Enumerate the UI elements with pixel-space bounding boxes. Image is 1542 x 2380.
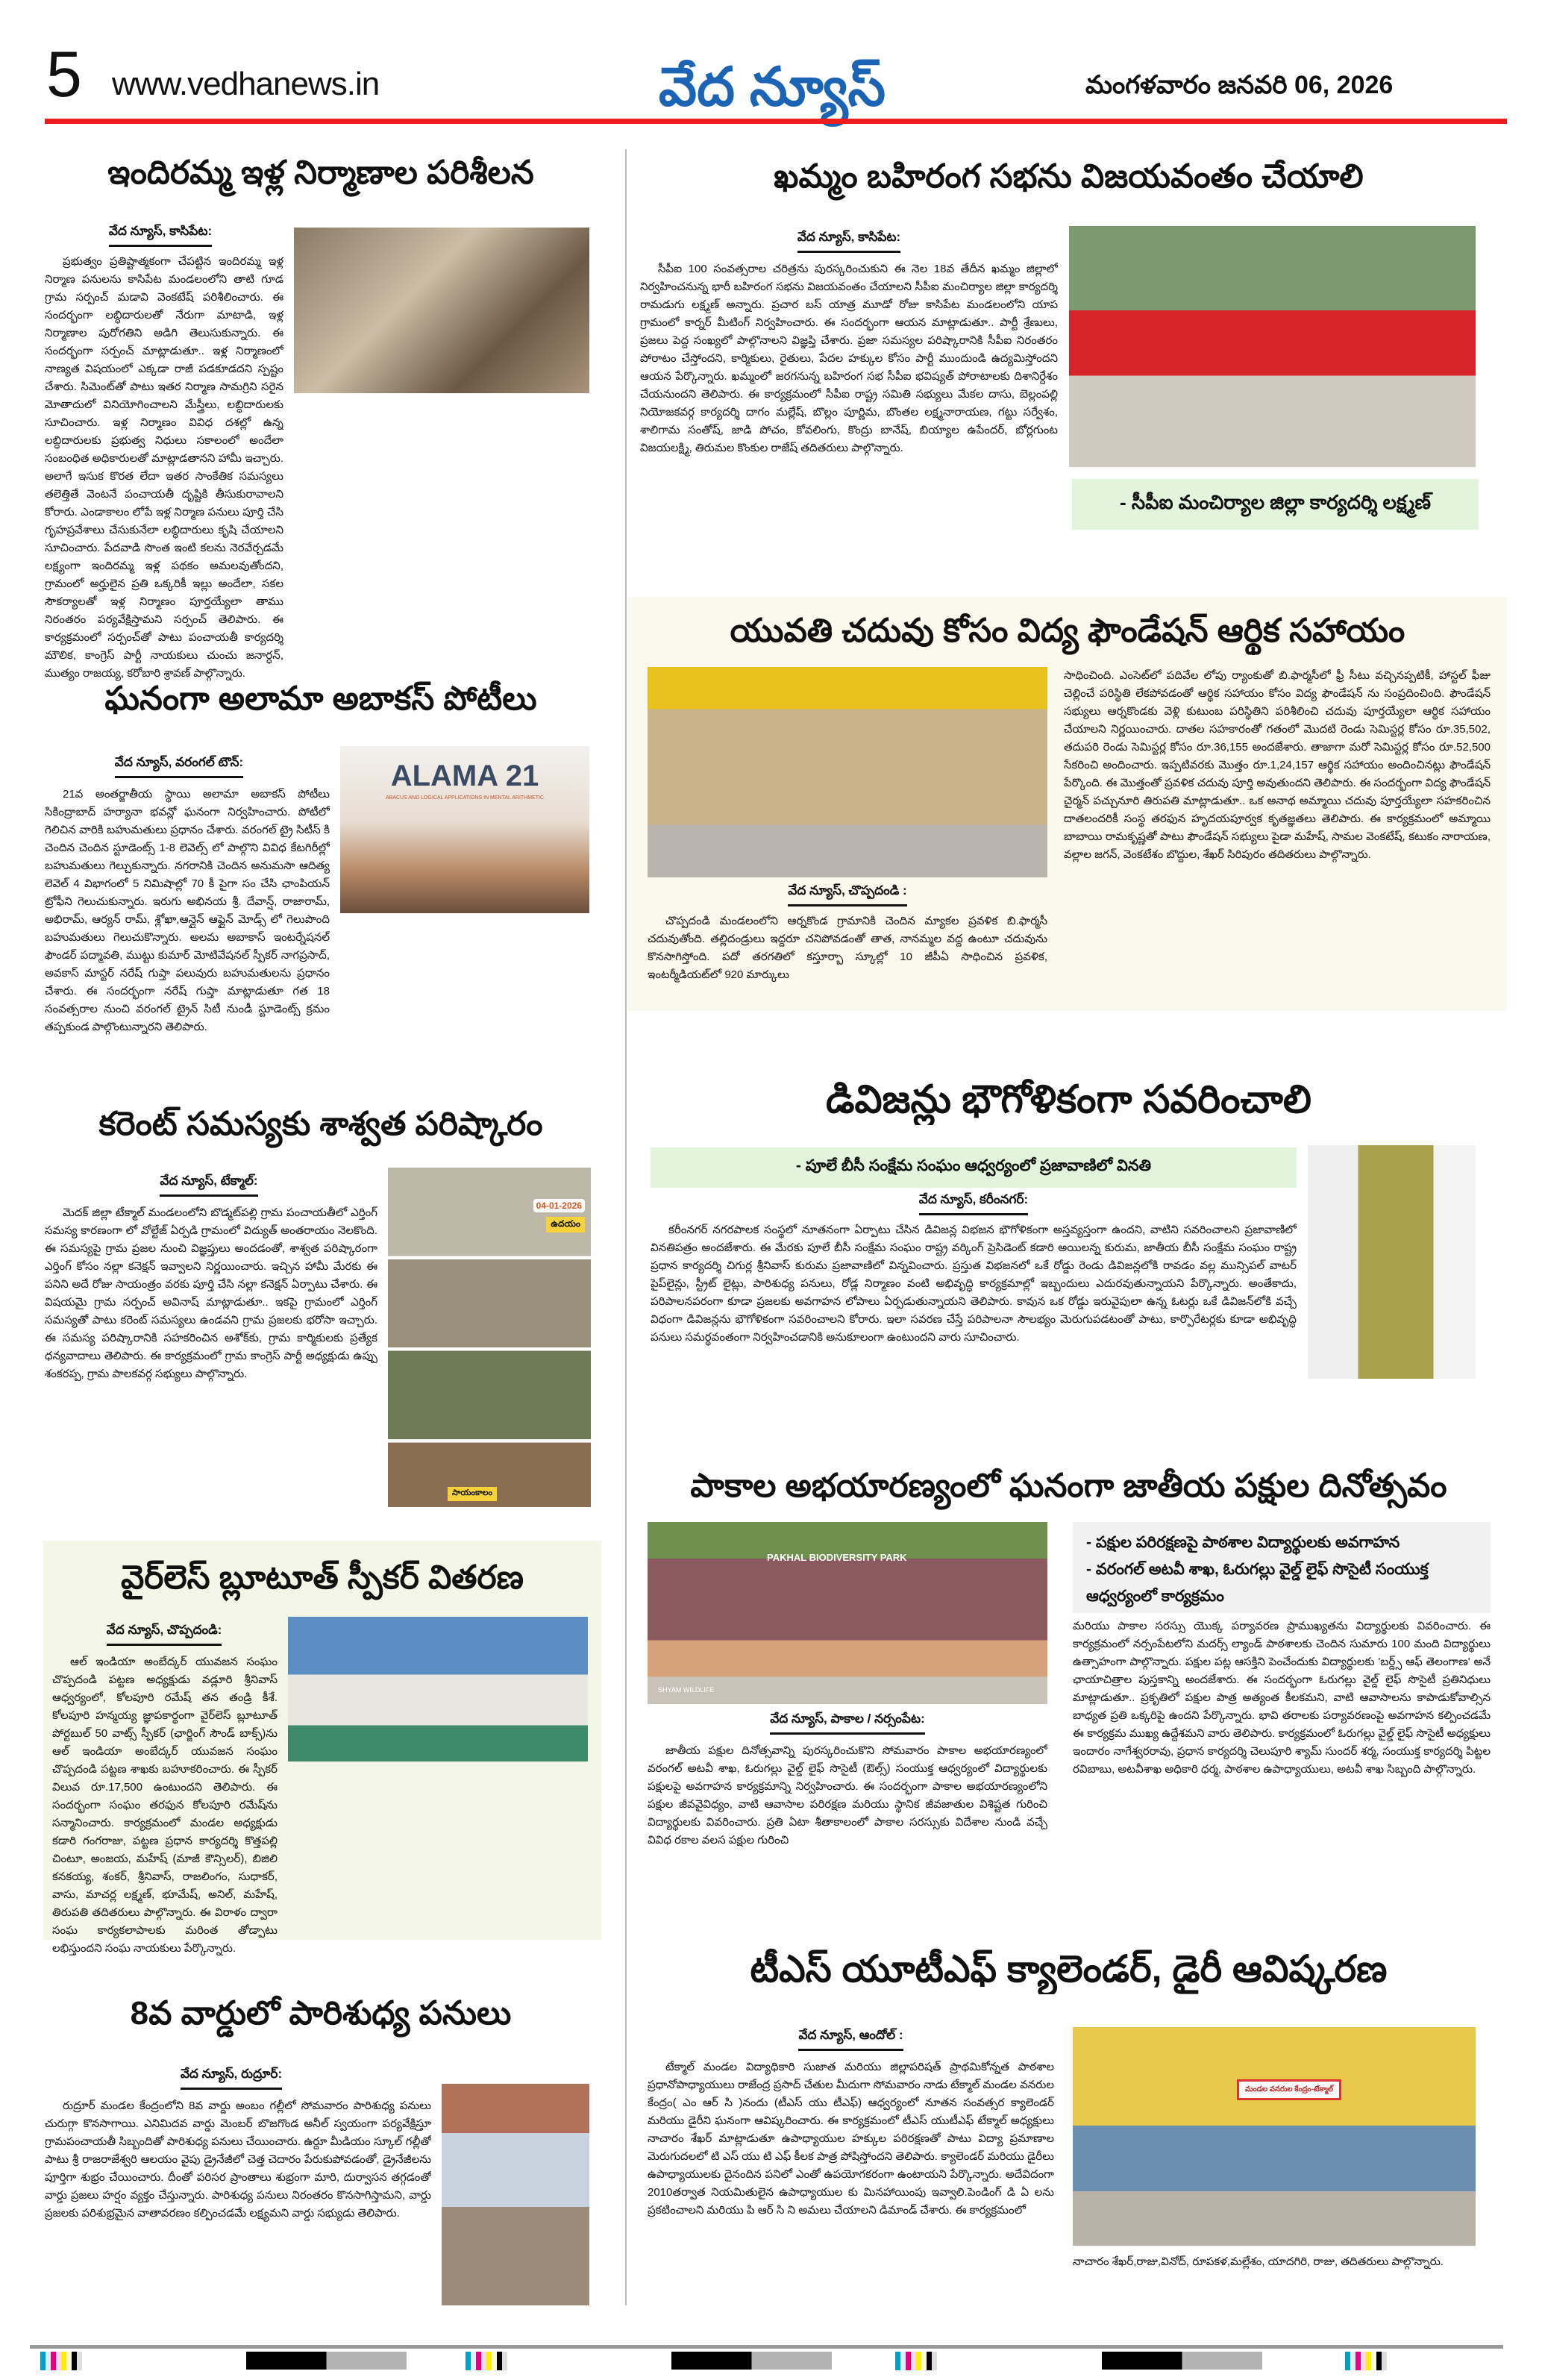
headline-tsutf: టీఎస్ యూటీఎఫ్ క్యాలెండర్, డైరీ ఆవిష్కరణ — [750, 1948, 1388, 1990]
article-body-left: టేక్మాల్ మండల విద్యాధికారి సుజాత మరియు జిల్లాపరిషత్ ప్రాథమికోన్నత పాఠశాల ప్రధానోపాధ్యాయులు రాజేంద్ర ప్రసాద్ చేతుల మీదుగా సోమవారం నాడు టేక్మాల్ మండల వనరుల కేంద్రం( ఎం ఆర్ సి )నందు (టీఎస్ యు టీఎఫ్) ఆధ్వర్యంలో నూతన సంవత్సర క్యాలెండర్ మరియు డైరీని ఘనంగా ఆవిష్కరించారు. ఈ కార్యక్రమంలో టీఎస్ యుటీఎఫ్ టేక్మాల్ అధ్యక్షులు నాచారం శేఖర్ మాట్లాడుతూ ఉపాధ్యాయుల హక్కుల పరిరక్షణతో పాటు విద్యా ప్రమాణాల మెరుగుదలలో టి ఎస్ యు టి ఎఫ్ కీలక పాత్ర పోషిస్తోందని తెలిపారు. క్యాలెండర్ మరియు డైరీలు ఉపాధ్యాయులకు దైనందిన పనిలో ఎంతో ఉపయోగకరంగా ఉంటాయని పేర్కొన్నారు. అదేవిదంగా 2010తర్వాత నియమితులైన ఉపాధ్యాయుల కు మినహాయింపు ఇవ్వాలి.పెండింగ్ డి ఏ లను ప్రకటించాలని మరియు పి ఆర్ సి ని అమలు చేయాలని డిమాండ్ చేశారు. ఈ కార్యక్రమంలో — [648, 2061, 1054, 2217]
article-ward — [45, 2059, 589, 2311]
article-pakala-left — [648, 1522, 1047, 1850]
article-body: సీపీఐ 100 సంవత్సరాల చరిత్రను పురస్కరించుకుని ఈ నెల 18వ తేదీన ఖమ్మం జిల్లాలో నిర్వహించనున్న భారీ బహిరంగ సభను విజయవంతం చేయాలని సీపీఐ మంచిర్యాల జిల్లా కార్యదర్శి రామడుగు లక్ష్మణ్ అన్నారు. ప్రచార బస్ యాత్ర మూడో రోజు కాసిపేట మండలంలోని యాప గ్రామంలో కార్నర్ మీటింగ్ నిర్వహించారు. ఈ సందర్భంగా ఆయన మాట్లాడుతూ.. పార్టీ శ్రేణులు, ప్రజలు పెద్ద సంఖ్యలో పాల్గొనాలని విజ్ఞప్తి చేశారు. ప్రజా సమస్యల పరిష్కారానికి సీపీఐ నిరంతరం పోరాటం చేస్తోందని, కార్మికులు, రైతులు, పేదల హక్కుల కోసం పార్టీ ముందుండి ఉద్యమిస్తోందని ఆయన పేర్కొన్నారు. ఖమ్మంలో జరగనున్న బహిరంగ సభ సీపీఐ భవిష్యత్ పోరాటాలకు దిశానిర్దేశం చేయనుందని తెలిపారు. ఈ కార్యక్రమంలో సీపీఐ రాష్ట్ర సమితి సభ్యులు మేకల దాసు, బెల్లంపల్లి నియోజకవర్గ కార్యదర్శి దాగం మల్లేష్, బొల్లం పూర్ణిమ, బొంతల లక్ష్మనారాయణ, గట్టు సర్వేశం, శాలిగామ సంతోష్, జాడి పోచం, కోవలింగు, కొంద్రు బానేష్, బియ్యాల ఉపేందర్, బోర్లగుంట విజయలక్ష్మి, తిరుమల కొంకుల రాజేష్ తదితరులు పాల్గొన్నారు. — [640, 263, 1058, 454]
article-current — [45, 1168, 591, 1513]
article-youth — [628, 597, 1507, 1011]
photo-financial-aid — [648, 667, 1047, 877]
photo-arch-text: PAKHAL BIODIVERSITY PARK — [767, 1552, 907, 1563]
article-body: కరీంనగర్ నగరపాలక సంస్థలో నూతనంగా ఏర్పాటు చేసిన డివిజన్ల విభజన భౌగోళికంగా అస్తవ్యస్తంగా ఉందని, వాటిని సవరించాలని ప్రజావాణిలో వినతిపత్రం అందజేశారు. ఈ మేరకు పూలే బీసీ సంక్షేమ సంఘం రాష్ట్ర వర్కింగ్ ప్రెసిడెంట్ కడారి అయిలన్న కురుమ, జాతీయ బీసీ సంక్షేమ సంఘం రాష్ట్ర ప్రధాన కార్యదర్శి చిగుర్ల శ్రీనివాస్ కురుమ ప్రజావాణిలో విన్నవించారు. ప్రస్తుత విభజనలో ఒకే రోడ్డు రెండు డివిజన్లలోకి రావడం వల్ల మున్సిపల్ వాటర్ పైప్‌లైన్లు, స్ట్రీట్ లైట్లు, పారిశుధ్య పనులు, రోడ్ల నిర్మాణం వంటి అభివృద్ధి కార్యక్రమాల్లో ఇబ్బందులు ఎదురవుతున్నాయని పేర్కొన్నారు. అంతేకాదు, పరిపాలనపరంగా కూడా ప్రజలకు అవగాహన లోపాలు ఏర్పడుతున్నాయని తెలిపారు. కావున ఒక రోడ్డు ఇరువైపులా ఉన్న ఓటర్లు ఒకే డివిజన్‌లోకి వచ్చే విధంగా డివిజన్లను భౌగోళికంగా సవరించాలని కోరారు. ఇలా సవరణ చేస్తే పరిపాలనా సౌలభ్యం మెరుగుపడటంతో పాటు, కార్పొరేటర్లకు కూడా అభివృద్ధి పనులు సమర్థవంతంగా నిర్వహించడానికి అనుకూలంగా ఉంటుందని వారు సూచించారు. — [651, 1224, 1297, 1344]
gray-registration-block — [1102, 2352, 1262, 2370]
column-divider — [625, 149, 627, 2305]
photo-evening-label: సాయంకాలం — [448, 1487, 497, 1501]
byline: వేద న్యూస్, చొప్పదండి : — [648, 883, 1047, 906]
photo-morning-label: ఉదయం — [546, 1217, 585, 1233]
byline: వేద న్యూస్, కరీంనగర్: — [651, 1192, 1297, 1215]
article-body-left: చొప్పదండి మండలంలోని ఆర్నకొండ గ్రామానికి చెందిన మ్యాకల ప్రవళిక బి.ఫార్మసీ చదువుతోంది. తల్లిదండ్రులు ఇద్దరూ చనిపోవడంతో తాత, నానమ్మల వద్ద ఉంటూ చదువును కొనసాగిస్తోంది. పదో తరగతిలో కస్తూర్బా స్కూల్లో 10 జీపీఏ సాధించిన ప్రవళిక, ఇంటర్మీడియట్‌లో 920 మార్కులు — [648, 915, 1047, 981]
bullet-item: - వరంగల్ అటవీ శాఖ, ఓరుగల్లు వైల్డ్ లైఫ్ సొసైటీ సంయుక్త ఆధ్వర్యంలో కార్యక్రమం — [1086, 1561, 1429, 1605]
article-body: ఆల్ ఇండియా అంబేద్కర్ యువజన సంఘం చొప్పదండి పట్టణ అధ్యక్షుడు వడ్లూరి శ్రీనివాస్ ఆధ్వర్యంలో, కోలపూరి రమేష్ తన తండ్రి కీశే. కోలపూరి హన్మయ్య జ్ఞాపకార్థంగా వైర్‌లెస్ బ్లూటూత్ పోర్టబుల్ 50 వాట్స్ స్పీకర్ (ఛార్జింగ్ సౌండ్ బాక్స్)ను ఆల్ ఇండియా అంబేద్కర్ యువజన సంఘం చొప్పదండి పట్టణ శాఖకు బహూకరించారు. ఈ స్పీకర్ విలువ రూ.17,500 ఉంటుందని తెలిపారు. ఈ సందర్భంగా సంఘం తరఫున కోలపూరి రమేష్‌ను సన్మానించారు. కార్యక్రమంలో మండల అధ్యక్షుడు కడారి గంగరాజు, పట్టణ ప్రధాన కార్యదర్శి కొత్తపల్లి చింటూ, అంజయ, మహేష్ (మాజీ కౌన్సిలర్), బిజిలి కనకయ్య, శంకర్, శ్రీనివాస్, రాజలింగం, సుధాకర్, వాసు, మాచర్ల లక్ష్మణ్, భూమేష్, అనిల్, మహేష్, తిరుపతి తదితరులు పాల్గొన్నారు. ఈ విరాళం ద్వారా సంఘ కార్యకలాపాలకు మరింత తోడ్పాటు లభిస్తుందని సంఘ నాయకులు పేర్కొన్నారు. — [52, 1656, 278, 1955]
gray-registration-block — [246, 2352, 407, 2370]
photo-house-inspection — [294, 228, 589, 393]
photo-credit: SHYAM WILDLIFE — [658, 1686, 715, 1694]
color-registration-bar — [40, 2352, 82, 2370]
article-tsutf-left — [648, 2028, 1054, 2220]
subhead-division: - పూలే బీసీ సంక్షేమ సంఘం ఆధ్వర్యంలో ప్రజావాణిలో వినతి — [651, 1147, 1297, 1188]
article-body: ప్రభుత్వం ప్రతిష్టాత్మకంగా చేపట్టిన ఇందిరమ్మ ఇళ్ల నిర్మాణ పనులను కాసిపేట మండలంలోని తాటి గూడ గ్రామ సర్పంచ్ మడావి వెంకటేష్ పరిశీలించారు. ఈ సందర్భంగా లబ్ధిదారులతో నేరుగా మాటాడి, ఇళ్ల నిర్మాణాల పురోగతిని అడిగి తెలుసుకున్నారు. ఈ సందర్భంగా సర్పంచ్ మాట్లాడుతూ.. ఇళ్ల నిర్మాణంలో నాణ్యత విషయంలో ఎక్కడా రాజీ పడకూడదని స్పష్టం చేశారు. సిమెంట్‌తో పాటు ఇతర నిర్మాణ సామగ్రిని సరైన మోతాదులో వినియోగించాలని మేస్త్రీలు, లబ్ధిదారులకు సూచించారు. ఇళ్ల నిర్మాణం వివిధ దశల్లో ఉన్న లబ్ధిదారులకు ప్రభుత్వ నిధులు సకాలంలో అందేలా సంబంధిత అధికారులతో మాట్లాడతానని హామీ ఇచ్చారు. అలాగే ఇసుక కొరత లేదా ఇతర సాంకేతిక సమస్యలు తలెత్తితే వెంటనే పంచాయతీ దృష్టికి తీసుకురావాలని కోరారు. ఎండాకాలం లోపే ఇళ్ల నిర్మాణ పనులు పూర్తి చేసి గృహప్రవేశాలు చేసుకునేలా లబ్ధిదారులు కృషి చేయాలని సూచించారు. పేదవాడి సొంత ఇంటి కలను నెరవేర్చడమే లక్ష్యంగా ఇందిరమ్మ ఇళ్ల పథకం అమలవుతోందని, గ్రామంలో అర్హులైన ప్రతి ఒక్కరికీ ఇల్లు అందేలా, సకల సౌకర్యాలతో ఇళ్ల నిర్మాణం పూర్తయ్యేలా తాము నిరంతరం పర్యవేక్షిస్తామని సర్పంచ్ తెలిపారు. ఈ కార్యక్రమంలో సర్పంచ్‌తో పాటు పంచాయతీ కార్యదర్శి మౌలిక, కాంగ్రెస్ పార్టీ నాయకులు చుంచు జనార్ధన్, ముత్యం రాజయ్య, కరోబారి శ్రావణ్ పాల్గొన్నారు. — [45, 255, 283, 680]
byline: వేద న్యూస్, కాసిపేట: — [45, 224, 276, 247]
article-pakala-right — [1073, 1522, 1491, 1779]
byline: వేద న్యూస్, చొప్పదండి: — [52, 1623, 276, 1646]
color-registration-bar — [895, 2352, 937, 2370]
article-wireless — [43, 1541, 601, 1955]
website-url[interactable]: www.vedhanews.in — [112, 66, 380, 102]
article-body-right: మరియు పాకాల సరస్సు యొక్క పర్యావరణ ప్రాముఖ్యతను విద్యార్థులకు వివరించారు. ఈ కార్యక్రమంలో నర్సంపేటలోని మదర్స్ ల్యాండ్ పాఠశాలకు చెందిన సుమారు 100 మంది విద్యార్థులు ఉత్సాహంగా పాల్గొన్నారు. పక్షుల పట్ల ఆసక్తిని పెంచేందుకు విద్యార్థులకు 'బర్డ్స్ ఆఫ్ తెలంగాణ' అనే ఛాయాచిత్రాల పుస్తకాన్ని అందజేశారు. ఈ సందర్భంగా ఓరుగల్లు వైల్డ్ లైఫ్ సొసైటీ ప్రతినిధులు మాట్లాడుతూ.. ప్రకృతిలో పక్షుల పాత్ర అత్యంత కీలకమని, వాటి ఆవాసాలను కాపాడుకోవాల్సిన బాధ్యత ప్రతి ఒక్కరిపై ఉందని పేర్కొన్నారు. భావి తరాలకు పర్యావరణంపై అవగాహన కల్పించడమే ఈ కార్యక్రమ ముఖ్య ఉద్దేశమని వారు తెలిపారు. కార్యక్రమంలో ఓరుగల్లు వైల్డ్ లైఫ్ సొసైటీ అధ్యక్షులు ఇందారం నాగేశ్వరరావు, ప్రధాన కార్యదర్శి చెలుపూరి శ్యామ్ సుందర్ శర్మ, సంయుక్త కార్యదర్శి పిట్టల రవిబాబు, అటవీశాఖ అధికారి ధర్మ, పాఠశాల ఉపాధ్యాయులు, అటవీ శాఖ సిబ్బంది పాల్గొన్నారు. — [1073, 1620, 1491, 1776]
issue-date: మంగళవారం జనవరి 06, 2026 — [1085, 71, 1394, 99]
headline-alama: ఘనంగా అలామా అబాకస్ పోటీలు — [104, 680, 537, 717]
article-division-text — [651, 1192, 1297, 1347]
page-number: 5 — [46, 39, 82, 110]
photo-speaker-handover — [288, 1617, 588, 1761]
photo-prajavani-petition — [1308, 1145, 1476, 1379]
headline-pakala: పాకాల అభయారణ్యంలో ఘనంగా జాతీయ పక్షుల దినోత్సవం — [690, 1468, 1447, 1504]
article-body: మెదక్ జిల్లా టేక్మాల్ మండలంలోని బొడ్మట్‌పల్లి గ్రామ పంచాయతీలో ఎర్తింగ్ సమస్య కారణంగా లో వోల్టేజ్ ఏర్పడి గ్రామంలో విద్యుత్ అంతరాయం నెలకొంది. ఈ సమస్యపై గ్రామ ప్రజల నుంచి విజ్ఞప్తులు అందడంతో, శాశ్వత పరిష్కారంగా ఎర్తింగ్ కోసం నల్లా కనెక్షన్ ఇవ్వాలని నిర్ణయించారు. ఇచ్చిన హామీ మేరకు ఈ పనిని అదే రోజు సాయంత్రం వరకు పూర్తి చేసి నల్లా కనెక్షన్ ఏర్పాటు చేశారు. ఈ విషయమై గ్రామ సర్పంచ్ అవినాష్ మాట్లాడుతూ.. ఇకపై గ్రామంలో ఎర్తింగ్ సమస్యతో పాటు కరెంట్ సమస్యలు ఉండవని గ్రామ ప్రజలకు భరోసా ఇచ్చారు. ఈ సమస్య పరిష్కారానికి సహకరించిన అశోక్‌కు, గ్రామ కార్మికులకు ప్రత్యేక ధన్యవాదాలు తెలిపారు. ఈ కార్యక్రమంలో గ్రామ కాంగ్రెస్ పార్టీ అధ్యక్షుడు ఉప్పు శంకరప్ప, గ్రామ పాలకవర్గ సభ్యులు పాల్గొన్నారు. — [45, 1206, 377, 1380]
headline-khammam: ఖమ్మం బహిరంగ సభను విజయవంతం చేయాలి — [774, 158, 1364, 195]
color-registration-bar — [1345, 2352, 1387, 2370]
article-body-left: జాతీయ పక్షుల దినోత్సవాన్ని పురస్కరించుకొని సోమవారం పాకాల అభయారణ్యంలో వరంగల్ అటవీ శాఖ, ఓరుగల్లు వైల్డ్ లైఫ్ సొసైటీ (ఔల్స్) సంయుక్త ఆధ్వర్యంలో విద్యార్థులకు పక్షులపై అవగాహన కార్యక్రమాన్ని నిర్వహించారు. ఈ సందర్భంగా పాకాల అభయారణ్యంలోని పక్షుల జీవవైవిధ్యం, వాటి ఆవాసాల పరిరక్షణ మరియు స్థానిక జీవజాతుల విశిష్టత గురించి విద్యార్థులకు వివరించారు. ప్రతి ఏటా శీతాకాలంలో పాకాల సరస్సుకు విదేశాల నుండి వచ్చే వివిధ రకాల వలస పక్షుల గురించి — [648, 1744, 1047, 1847]
byline: వేద న్యూస్, వరంగల్ టౌన్: — [45, 755, 313, 778]
article-body-right: సాధించింది. ఎంసెట్‌లో పదివేల లోపు ర్యాంకుతో బి.ఫార్మసీలో ఫ్రీ సీటు వచ్చినప్పటికీ, హాస్టల్ ఫీజు చెల్లించే పరిస్థితి లేకపోవడంతో ఆర్థిక సహాయం కోసం విద్య ఫౌండేషన్ ను సంప్రదించింది. ఫౌండేషన్ సభ్యులు ఆర్నకొండకు వెళ్లి కుటుంబ పరిస్థితిని పరిశీలించి చదువు పూర్తయ్యేలా ఆర్థిక సహాయం చేయాలని నిర్ణయించారు. దాతల సహకారంతో గతంలో మొదటి రెండు సెమిస్టర్ల కోసం రూ.35,502, తదుపరి రెండు సెమిస్టర్ల కోసం రూ.36,155 అందజేశారు. తాజాగా మరో సెమిస్టర్ల కోసం రూ.52,500 సేకరించి అందించారు. ఇప్పటివరకు మొత్తం రూ.1,24,157 ఆర్థిక సహాయం అందించినట్లు ఫౌండేషన్ పేర్కొంది. ఈ మొత్తంతో ప్రవళిక చదువు పూర్తి అవుతుందని తెలిపారు. ఈ సందర్భంగా విద్య ఫౌండేషన్ చైర్మన్ పచ్చునూరి తిరుపతి మాట్లాడుతూ.. ఒక అనాథ అమ్మాయి చదువు పూర్తయ్యేలా సహకరించిన దాతలందరికీ సంస్థ తరఫున హృదయపూర్వక కృతజ్ఞతలు తెలిపారు. ఈ కార్యక్రమంలో అమ్మాయి బాబాయి రామకృష్ణతో పాటు ఫౌండేషన్ సభ్యులు పైడా మహేష్, సామల వెంకటేష్, కటుకం నారాయణ, వల్లాల జగన్, వెంకటేశం బొద్దుల, శేఖర్ సిరిపురం తదితరులు పాల్గొన్నారు. — [1064, 669, 1491, 861]
photo-abacus-award — [340, 746, 589, 913]
headline-indiramma: ఇందిరమ్మ ఇళ్ల నిర్మాణాల పరిశీలన — [107, 154, 534, 191]
photo-cpi-rally — [1069, 226, 1476, 467]
article-indiramma — [45, 224, 589, 683]
article-body: రుద్రూర్ మండల కేంద్రంలోని 8వ వార్డు అంబం గల్లీలో సోమవారం పారిశుధ్య పనులు చురుగ్గా కొనసాగాయి. ఎనిమిదవ వార్డు మెంబర్ బొజగొండ అనీల్ స్వయంగా పర్యవేక్షిస్తూ గ్రామపంచాయతీ సిబ్బందితో పారిశుధ్య పనులు చేయించారు. ఉర్దూ మీడియం స్కూల్ గల్లీతో పాటు శ్రీ రాజరాజేశ్వరి ఆలయం వైపు డ్రైనేజీలో చెత్త చెదారం పేరుకుపోవడంతో, డ్రైనేజీలను పూర్తిగా శుభ్రం చేయించారు. దీంతో పరిసర ప్రాంతాలు శుభ్రంగా మారి, దుర్వాసన తగ్గడంతో వార్డు ప్రజలు హర్షం వ్యక్తం చేస్తున్నారు. పారిశుధ్య పనులు నిరంతరం కొనసాగిస్తామని, వార్డు ప్రజలకు పరిశుభ్రమైన వాతావరణం కల్పించడమే లక్ష్యమని వార్డు సభ్యుడు తెలిపారు. — [45, 2099, 431, 2220]
photo-banner-text: ALAMA 21 — [390, 760, 539, 792]
article-body-right: నాచారం శేఖర్,రాజు,వినోద్, రూపకళ,మల్లేశం, యాదగిరి, రాజు, తదితరులు పాల్గొన్నారు. — [1073, 2255, 1444, 2268]
gray-registration-block — [671, 2352, 832, 2370]
byline: వేద న్యూస్, టేక్మాల్: — [45, 1174, 373, 1197]
photo-calendar-release — [1073, 2027, 1476, 2246]
photo-date-label: 04-01-2026 — [533, 1199, 585, 1212]
article-body: 21వ అంతర్జాతీయ స్థాయి అలామా అబాకస్ పోటీలు సికింద్రాబాద్ హర్యానా భవన్లో ఘనంగా నిర్వహించారు. పోటీలో గెలిచిన వారికి బహుమతులు ప్రధానం చేశారు. వరంగల్ ట్రై సిటీస్ కి చెందిన చెందిన స్టూడెంట్స్ 1-8 లెవెల్స్ లో పాల్గొని వివిధ కేటగిరీల్లో బహుమతులు గెల్చుకున్నారు. నగరానికి చెందిన అనుమసా ఆదిత్య లెవెల్ 4 విభాగంలో 5 నిమిషాల్లో 70 కీ పైగా సం చేసి ఛాంపియన్ ట్రోఫీని గెలుచుకున్నారు. ఇరుగు అభినయ శ్రీ. దేవాన్ష్, రాజారామ్, అభిరామ్, ఆర్యన్ రామ్, శ్లోఖా,ఆన్లైన్ ఆఫ్లైన్ మోడ్స్ లో గెలుపొంది బహుమతులు గెలుచుకొన్నారు. అలమ అబాకాస్ ఇంటర్నేషనల్ ఫౌండర్ పద్మావతి, ముట్టు కుమార్ మోటివేషనల్ స్పీకర్ నాగప్రసాద్, అవకాస్ మాస్టర్ నరేష్ గుప్తా పలువురు బహుమతులను ప్రధానం చేశారు. ఈ సందర్భంగా నరేష్ గుప్తా మాట్లాడుతూ గత 18 సంవత్సరాల నుంచి వరంగల్ ట్రైన్ సిటీ నుండీ స్టూడెంట్స్ క్రమం తప్పకుండ పాల్గొంటున్నారని తెలిపారు. — [45, 788, 330, 1033]
photo-signboard: మండల వనరుల కేంద్రం-టేక్మాల్ — [1237, 2079, 1341, 2100]
pakala-bullets — [1073, 1522, 1491, 1613]
headline-division: డివిజన్లు భౌగోళికంగా సవరించాలి — [826, 1078, 1311, 1121]
photo-earthing-work — [388, 1168, 591, 1507]
byline: వేద న్యూస్, ఆందోల్ : — [648, 2028, 1054, 2051]
footer-rule — [30, 2345, 1503, 2349]
byline: వేద న్యూస్, పాకాల / నర్సంపేట: — [648, 1712, 1047, 1735]
photo-banner-subtext: ABACUS AND LOGICAL APPLICATIONS IN MENTAL ARITHMETIC — [386, 795, 544, 801]
byline: వేద న్యూస్, రుద్రూర్: — [45, 2067, 418, 2090]
caption-khammam: - సీపీఐ మంచిర్యాల జిల్లా కార్యదర్శి లక్ష్మణ్ — [1072, 479, 1479, 530]
masthead-logo: వేద న్యూస్ — [658, 57, 886, 117]
photo-sanitation-work — [442, 2059, 589, 2305]
header-rule — [45, 119, 1507, 124]
photo-pakhal-park — [648, 1522, 1047, 1704]
bullet-item: - పక్షుల పరిరక్షణపై పాఠశాల విద్యార్థులకు అవగాహన — [1086, 1534, 1400, 1551]
article-alama — [45, 746, 589, 1036]
headline-wireless: వైర్‌లెస్ బ్లూటూత్ స్పీకర్ వితరణ — [121, 1559, 524, 1596]
headline-ward: 8వ వార్డులో పారిశుధ్య పనులు — [130, 1995, 512, 2032]
headline-youth: యువతి చదువు కోసం విద్య ఫౌండేషన్ ఆర్థిక సహాయం — [730, 613, 1405, 649]
article-khammam-text — [640, 224, 1058, 457]
byline: వేద న్యూస్, కాసిపేట: — [640, 230, 1058, 253]
color-registration-bar — [466, 2352, 507, 2370]
headline-current: కరెంట్ సమస్యకు శాశ్వత పరిష్కారం — [98, 1106, 543, 1142]
